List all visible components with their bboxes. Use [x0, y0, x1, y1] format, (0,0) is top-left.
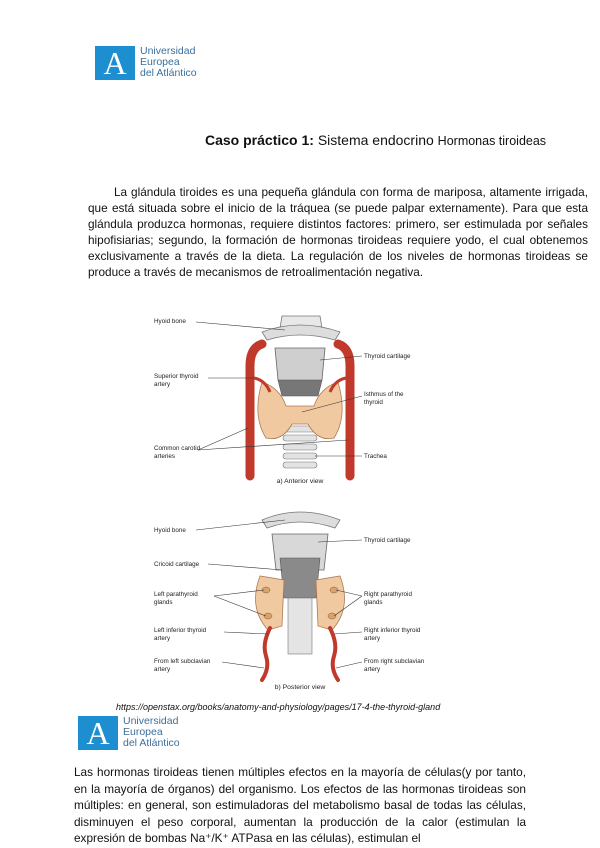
label-superior-thyroid-2: artery [154, 381, 171, 388]
label-hyoid-bone: Hyoid bone [154, 318, 186, 325]
label-right-inferior-1: Right inferior thyroid [364, 627, 421, 634]
logo-line-1: Universidad [140, 45, 196, 57]
label-left-inferior-2: artery [154, 635, 171, 642]
title-bold: Caso práctico 1: [205, 132, 314, 148]
logo-letter: A [103, 45, 127, 81]
label-right-subclavian-2: artery [364, 666, 381, 673]
logo-line-2: Europea [140, 56, 180, 69]
label-cricoid-cartilage: Cricoid cartilage [154, 561, 200, 568]
title-sub: Hormonas tiroideas [437, 134, 547, 148]
thyroid-anatomy-figure [150, 308, 450, 696]
label-left-subclavian-1: From left subclavian [154, 658, 211, 665]
figure-source-link[interactable]: https://openstax.org/books/anatomy-and-physiology/pages/17-4-the-thyroid-gland [116, 702, 441, 712]
label-left-parathyroid-2: glands [154, 599, 173, 606]
caption-anterior: a) Anterior view [276, 478, 324, 485]
university-logo [95, 46, 197, 80]
label-right-inferior-2: artery [364, 635, 381, 642]
label-common-carotid-1: Common carotid [154, 445, 201, 452]
label-left-subclavian-2: artery [154, 666, 171, 673]
logo2-line-1: Universidad [123, 715, 179, 727]
label-right-parathyroid-1: Right parathyroid [364, 591, 412, 598]
label-post-hyoid-bone: Hyoid bone [154, 527, 186, 534]
label-common-carotid-2: arteries [154, 453, 175, 460]
label-left-parathyroid-1: Left parathyroid [154, 591, 198, 598]
page-title [205, 132, 546, 148]
label-isthmus-2: thyroid [364, 399, 383, 406]
title-main: Sistema endocrino [317, 132, 434, 148]
label-thyroid-cartilage: Thyroid cartilage [364, 353, 411, 360]
label-isthmus-1: Isthmus of the [364, 391, 404, 398]
logo-mark-2 [78, 716, 118, 750]
logo2-line-2: Europea [123, 726, 163, 739]
label-superior-thyroid-1: Superior thyroid [154, 373, 199, 380]
logo-line-3: del Atlántico [140, 67, 197, 80]
label-right-parathyroid-2: glands [364, 599, 383, 606]
label-trachea: Trachea [364, 453, 387, 460]
label-right-subclavian-1: From right subclavian [364, 658, 425, 665]
label-left-inferior-1: Left inferior thyroid [154, 627, 207, 634]
hormone-effects-paragraph: Las hormonas tiroideas tienen múltiples efectos en la mayoría de células(y por tanto, en la mayoría de órganos) del organismo. Los efectos de las hormonas tiroideas son múltiples: en general, son estimuladoras del metabolismo basal de todas las células, disminuyen el peso corporal, aumentan la producción de la calor (estimulan la expresión de bombas Na⁺/K⁺ ATPasa en las células), estimulan el [74, 765, 526, 845]
logo2-line-3: del Atlántico [123, 737, 180, 750]
caption-posterior: b) Posterior view [274, 684, 326, 691]
label-post-thyroid-cartilage: Thyroid cartilage [364, 537, 411, 544]
logo-mark [95, 46, 135, 80]
university-logo-2 [78, 716, 180, 750]
anterior-view-illustration [154, 316, 411, 485]
intro-paragraph: La glándula tiroides es una pequeña glándula con forma de mariposa, altamente irrigada, que está situada sobre el inicio de la tráquea (se puede palpar externamente). Para que esta glándula produzca hormonas, requiere distintos factores: primero, ser estimulada por señales hipofisiarias; segundo, la formación de hormonas tiroideas requiere yodo, el cual obtenemos exclusivamente a través de la dieta. La regulación de los niveles de hormonas tiroideas se produce a través de mecanismos de retroalimentación negativa. [88, 185, 588, 279]
posterior-view-illustration [154, 512, 425, 691]
logo-letter-2: A [86, 715, 110, 751]
